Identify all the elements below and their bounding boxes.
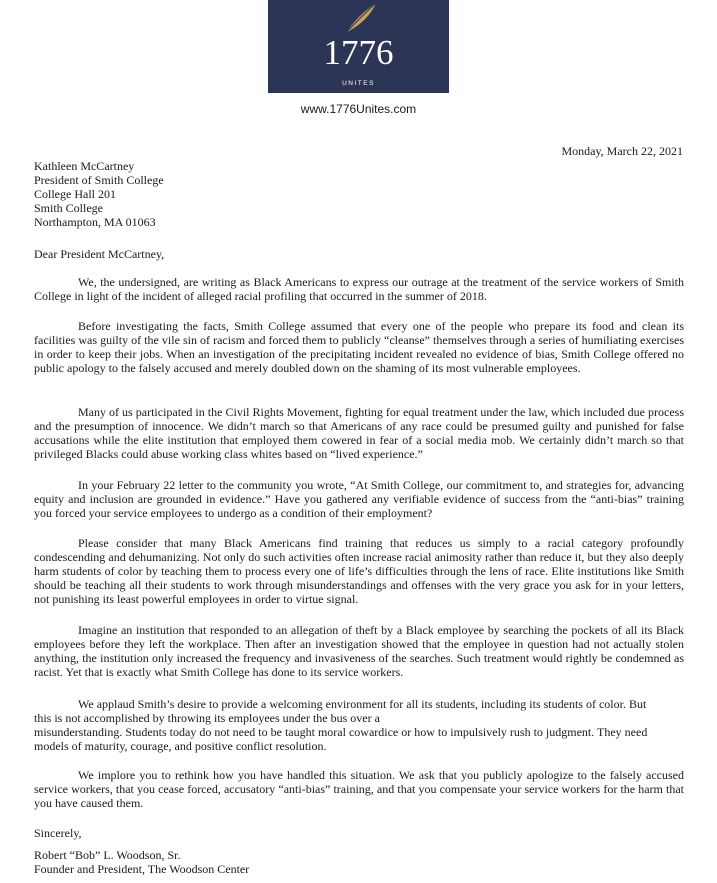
address-city-state-zip: Northampton, MA 01063 [34, 215, 156, 229]
paragraph-7 [34, 697, 684, 753]
logo-number: 1776 [323, 33, 394, 72]
paragraph-text: Many of us participated in the Civil Rights Movement, fighting for equal treatment under the law, which included due process and the presumption of innocence. We didn’t march so that Americans of any race could be presumed guilty and punished for false accusations while the elite institution that employed them cowered in fear of a social media mob. We certainly didn’t march so that privileged Blacks could abuse working class whites based on “lived experience.” [34, 405, 684, 461]
paragraph-4 [34, 478, 684, 520]
paragraph-line: this is not accomplished by throwing its employees under the bus over a [34, 711, 380, 725]
quill-feather-icon [340, 2, 380, 34]
paragraph-text: We implore you to rethink how you have handled this situation. We ask that you publicly apologize to the falsely accused service workers, that you cease forced, accusatory “anti-bias” training, and that you compensate your service workers for the harm that you have caused them. [34, 768, 684, 810]
signer-title: Founder and President, The Woodson Center [34, 862, 250, 876]
letter-date: Monday, March 22, 2021 [561, 144, 683, 158]
closing: Sincerely, [34, 826, 82, 840]
paragraph-text: In your February 22 letter to the community you wrote, “At Smith College, our commitment to, and strategies for, advancing equity and inclusion are grounded in evidence.” Have you gathered any verifiable evidence of success from the “anti-bias” training you forced your service employees to undergo as a condition of their employment? [34, 478, 684, 520]
paragraph-8 [34, 768, 684, 810]
paragraph-line: models of maturity, courage, and positive conflict resolution. [34, 739, 327, 753]
paragraph-text: Before investigating the facts, Smith College assumed that every one of the people who prepare its food and clean its facilities was guilty of the vile sin of racism and forced them to publicly “cleanse” themselves through a series of humiliating exercises in order to keep their jobs. When an investigation of the precipitating incident revealed no evidence of bias, Smith College offered no public apology to the falsely accused and merely doubled down on the shaming of its most vulnerable employees. [34, 319, 684, 375]
salutation: Dear President McCartney, [34, 247, 165, 261]
address-line-2: Smith College [34, 201, 103, 215]
address-line-1: College Hall 201 [34, 187, 116, 201]
website-link[interactable]: www.1776Unites.com [300, 102, 417, 116]
paragraph-line: misunderstanding. Students today do not need to be taught moral cowardice or how to impulsively rush to judgment. They need [34, 725, 648, 739]
paragraph-6 [34, 623, 684, 679]
paragraph-text: Please consider that many Black Americans find training that reduces us simply to a racial category profoundly condescending and dehumanizing. Not only do such activities often increase racial animosity rather than reduce it, but they also deeply harm students of color by teaching them to process every one of life’s difficulties through the lens of race. Elite institutions like Smith should be teaching all their students to work through misunderstandings and offenses with the very grace you ask for in your letters, not punishing its least powerful employees in order to virtue signal. [34, 536, 684, 606]
signer-name: Robert “Bob” L. Woodson, Sr. [34, 848, 181, 862]
paragraph-text: Imagine an institution that responded to an allegation of theft by a Black employee by searching the pockets of all its Black employees before they left the workplace. Then after an investigation showed that the employee in question had not actually stolen anything, the institution only increased the frequency and invasiveness of the searches. Such treatment would rightly be condemned as racist. Yet that is exactly what Smith College has done to its service workers. [34, 623, 684, 679]
paragraph-1 [34, 275, 684, 303]
paragraph-line: We applaud Smith’s desire to provide a welcoming environment for all its students, including its students of color. But [78, 697, 647, 711]
paragraph-5 [34, 536, 684, 606]
paragraph-text: We, the undersigned, are writing as Black Americans to express our outrage at the treatment of the service workers of Smith College in light of the incident of alleged racial profiling that occurred in the summer of 2018. [34, 275, 684, 303]
recipient-title: President of Smith College [34, 173, 164, 187]
paragraph-2 [34, 319, 684, 375]
recipient-address [34, 159, 684, 229]
letterhead-logo [268, 0, 449, 93]
recipient-name: Kathleen McCartney [34, 159, 135, 173]
paragraph-3 [34, 405, 684, 461]
logo-subtitle: UNITES [342, 80, 375, 87]
